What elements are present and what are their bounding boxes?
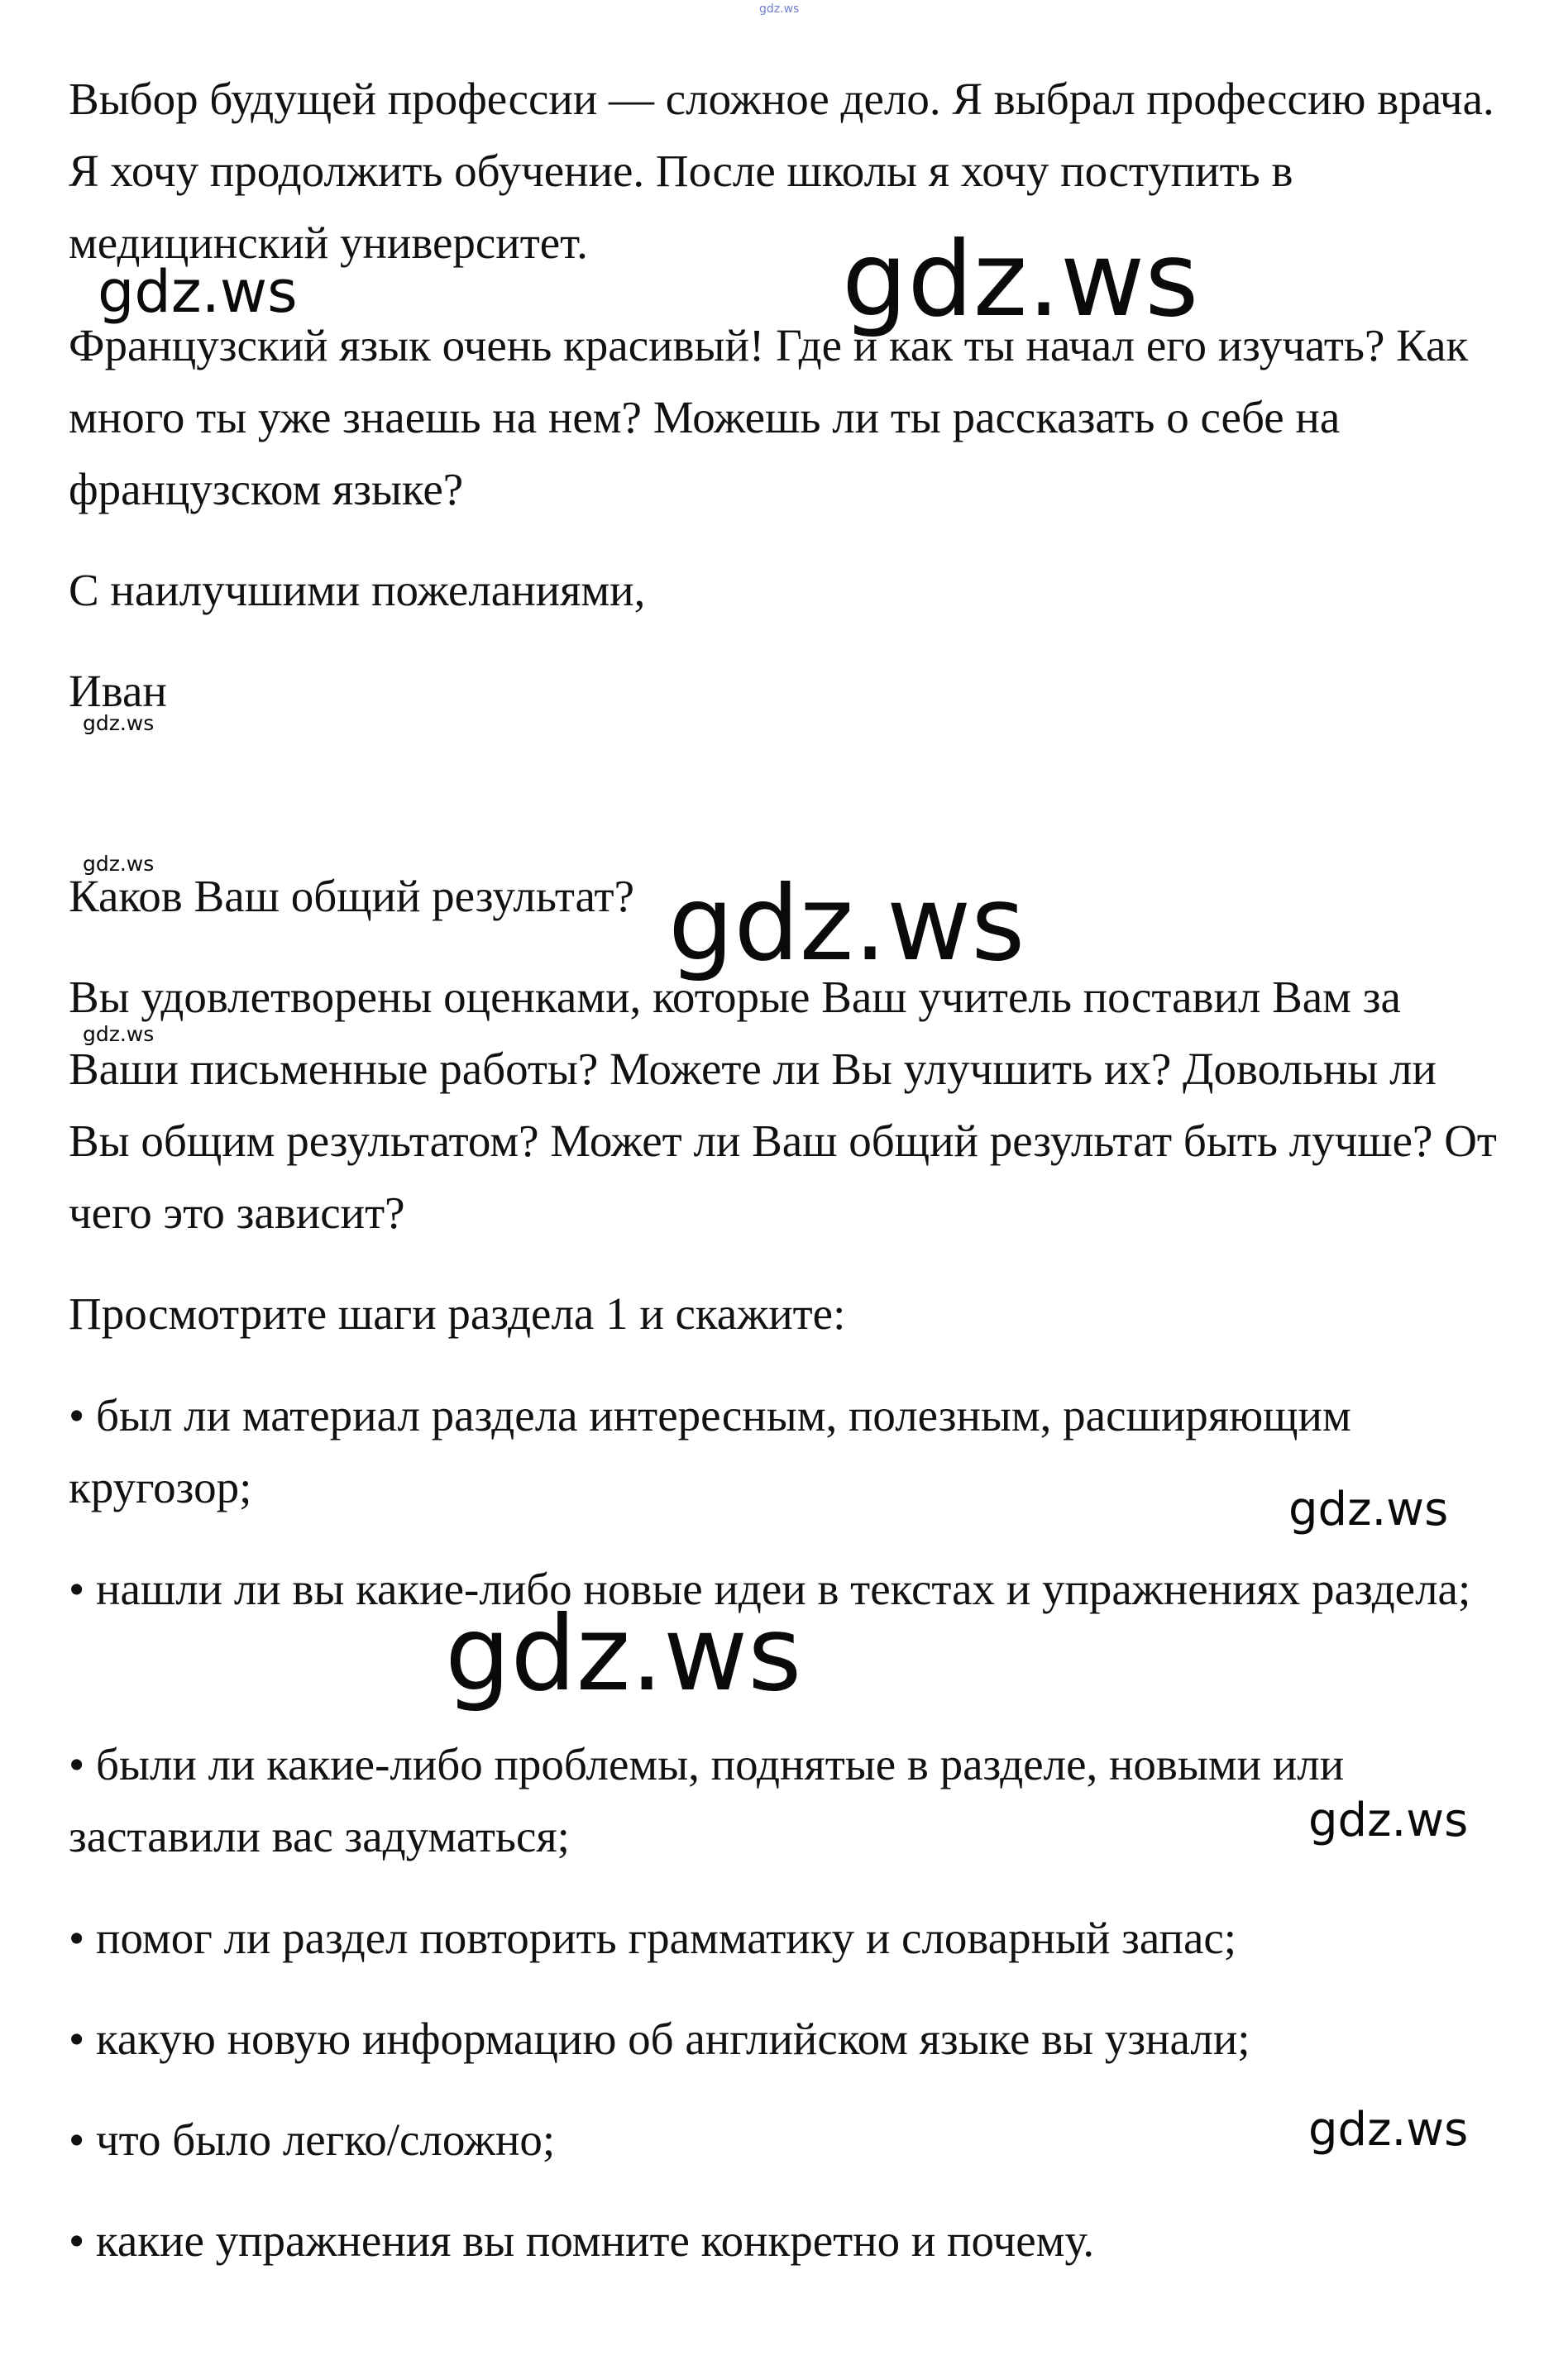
watermark-10: gdz.ws <box>1308 2103 1469 2157</box>
watermark-8: gdz.ws <box>445 1594 802 1714</box>
watermark-9: gdz.ws <box>1308 1794 1469 1847</box>
watermark-top-tiny: gdz.ws <box>759 2 800 16</box>
list-item-new-info: • какую новую информацию об английском языке вы узнали; <box>69 2014 1250 2064</box>
list-item-problems: • были ли какие-либо проблемы, поднятые в разделе, новыми или заставили вас задуматься; <box>69 1739 1345 1861</box>
watermark-7: gdz.ws <box>1288 1483 1449 1536</box>
paragraph-review-steps: Просмотрите шаги раздела 1 и скажите: <box>69 1288 846 1339</box>
list-item-exercises: • какие упражнения вы помните конкретно и почему. <box>69 2215 1095 2266</box>
watermark-6: gdz.ws <box>83 1022 155 1046</box>
paragraph-result-question: Каков Ваш общий результат? <box>69 871 634 921</box>
paragraph-closing: С наилучшими пожеланиями, <box>69 565 646 615</box>
paragraph-profession: Выбор будущей профессии — сложное дело. Я выбрал профессию врача. Я хочу продолжить обучение. После школы я хочу поступить в медицинский университет. <box>69 74 1494 268</box>
watermark-5: gdz.ws <box>668 864 1025 984</box>
list-item-new-ideas: • нашли ли вы какие-либо новые идеи в текстах и упражнениях раздела; <box>69 1564 1471 1614</box>
paragraph-grades: Вы удовлетворены оценками, которые Ваш учитель поставил Вам за Ваши письменные работы? Можете ли Вы улучшить их? Довольны ли Вы общим результатом? Может ли Ваш общий результат быть лучше? От чего это зависит? <box>69 972 1497 1238</box>
watermark-1: gdz.ws <box>98 258 298 326</box>
list-item-grammar: • помог ли раздел повторить грамматику и словарный запас; <box>69 1913 1237 1963</box>
watermark-4: gdz.ws <box>83 852 155 876</box>
list-item-easy-hard: • что было легко/сложно; <box>69 2114 556 2165</box>
paragraph-signature: Иван <box>69 666 167 716</box>
paragraph-french-language: Французский язык очень красивый! Где и как ты начал его изучать? Как много ты уже знаешь на нем? Можешь ли ты рассказать о себе на французском языке? <box>69 320 1469 514</box>
list-item-material: • был ли материал раздела интересным, полезным, расширяющим кругозор; <box>69 1390 1351 1512</box>
watermark-3: gdz.ws <box>83 711 155 735</box>
watermark-2: gdz.ws <box>842 220 1199 340</box>
